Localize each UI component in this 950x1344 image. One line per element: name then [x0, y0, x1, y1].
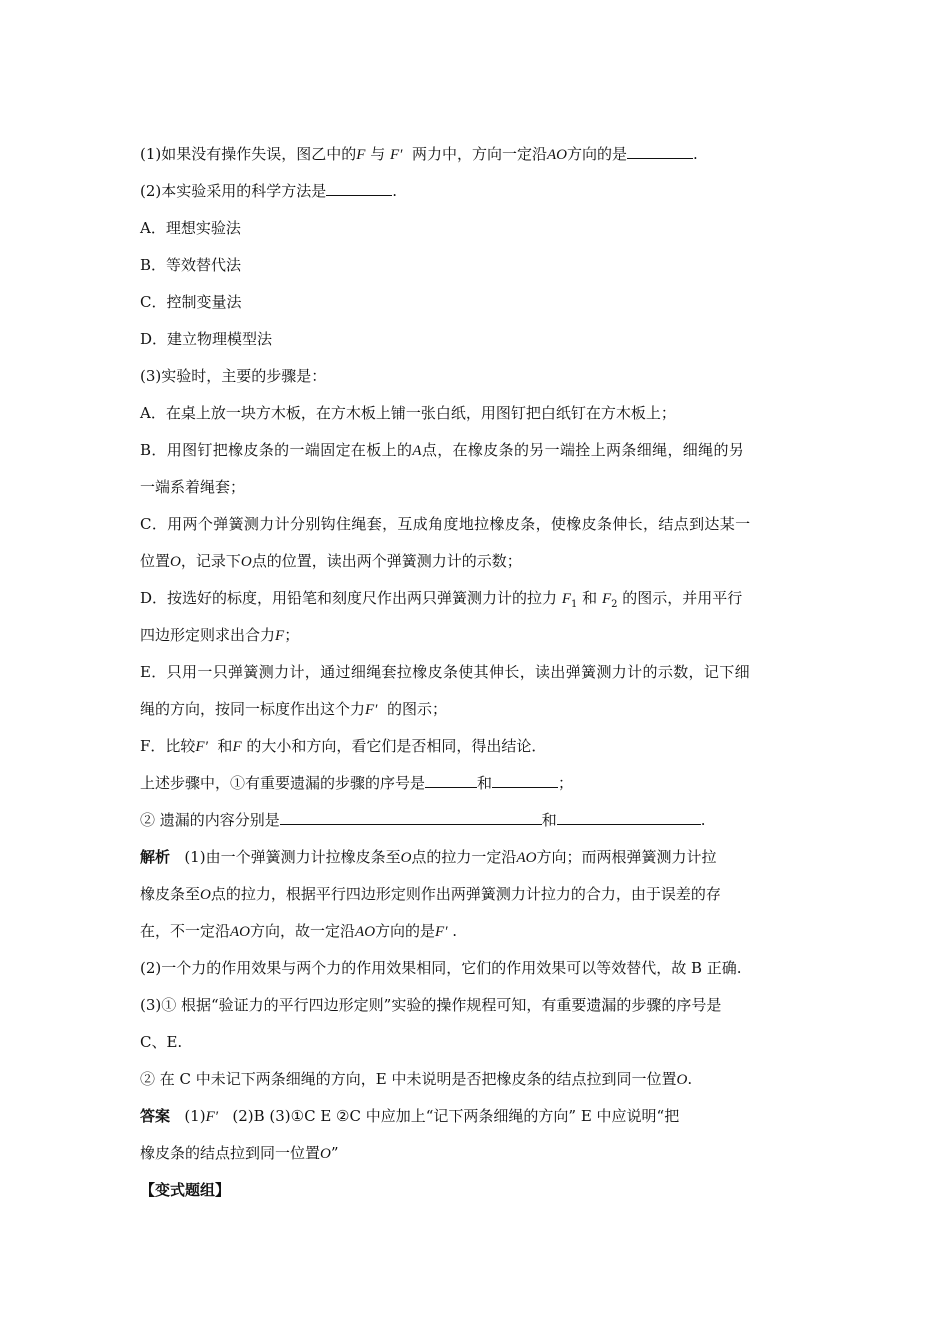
answer-blank[interactable] — [280, 812, 542, 825]
analysis-line-2: 橡皮条至O点的拉力，根据平行四边形定则作出两弹簧测力计拉力的合力，由于误差的存 — [140, 885, 721, 903]
document-page — [140, 136, 812, 1209]
question-3: (3)实验时，主要的步骤是： — [140, 367, 327, 385]
step-c-line-1: C．用两个弹簧测力计分别钩住绳套，互成角度地拉橡皮条，使橡皮条伸长，结点到达某一 — [140, 515, 751, 533]
answer-label: 答案 — [140, 1107, 171, 1125]
analysis-line-5: (3)① 根据“验证力的平行四边形定则”实验的操作规程可知，有重要遗漏的步骤的序号是 — [140, 996, 722, 1014]
step-e-line-2: 绳的方向，按同一标度作出这个力F′ 的图示； — [140, 700, 448, 718]
ask-2: ② 遗漏的内容分别是 和 . — [140, 811, 706, 829]
answer-blank[interactable] — [326, 183, 392, 196]
step-b-line-2: 一端系着绳套； — [140, 478, 246, 496]
step-f: F．比较F′ 和F 的大小和方向，看它们是否相同，得出结论． — [140, 737, 547, 755]
answer-blank[interactable] — [425, 775, 477, 788]
question-2: (2)本实验采用的科学方法是 . — [140, 182, 398, 200]
analysis-line-4: (2)一个力的作用效果与两个力的作用效果相同，它们的作用效果可以等效替代，故 B 正确. — [140, 959, 742, 977]
step-d-line-2: 四边形定则求出合力F； — [140, 626, 300, 644]
answer-line-2: 橡皮条的结点拉到同一位置O” — [140, 1144, 339, 1162]
analysis-label: 解析 — [140, 848, 171, 866]
step-b-line-1: B．用图钉把橡皮条的一端固定在板上的A点，在橡皮条的另一端拴上两条细绳，细绳的另 — [140, 441, 745, 459]
answer-line-1: 答案 (1)F′ (2)B (3)①C E ②C 中应加上“记下两条细绳的方向” E 中应说明“把 — [140, 1107, 680, 1125]
option-b: B．等效替代法 — [140, 256, 242, 274]
option-a: A．理想实验法 — [140, 219, 241, 237]
analysis-line-7: ② 在 C 中未记下两条细绳的方向，E 中未说明是否把橡皮条的结点拉到同一位置O. — [140, 1070, 693, 1088]
step-c-line-2: 位置O，记录下O点的位置，读出两个弹簧测力计的示数； — [140, 552, 522, 570]
option-c: C．控制变量法 — [140, 293, 242, 311]
step-e-line-1: E．只用一只弹簧测力计，通过细绳套拉橡皮条使其伸长，读出弹簧测力计的示数，记下细 — [140, 663, 750, 681]
answer-blank[interactable] — [627, 146, 693, 159]
analysis-line-1: 解析 (1)由一个弹簧测力计拉橡皮条至O点的拉力一定沿AO方向；而两根弹簧测力计拉 — [140, 848, 717, 866]
step-d-line-1: D．按选好的标度，用铅笔和刻度尺作出两只弹簧测力计的拉力 $F_1$ 和 $F_2$ 的图示，并用平行 — [140, 589, 743, 610]
analysis-line-3: 在，不一定沿AO方向，故一定沿AO方向的是F′ . — [140, 922, 458, 940]
answer-blank[interactable] — [492, 775, 558, 788]
answer-blank[interactable] — [557, 812, 701, 825]
option-d: D．建立物理模型法 — [140, 330, 273, 348]
ask-1: 上述步骤中，①有重要遗漏的步骤的序号是 和 ； — [140, 774, 574, 792]
question-1: (1)如果没有操作失误，图乙中的F 与 F′ 两力中，方向一定沿AO方向的是 . — [140, 145, 698, 163]
variant-heading: 【变式题组】 — [140, 1181, 231, 1199]
step-a: A．在桌上放一块方木板，在方木板上铺一张白纸，用图钉把白纸钉在方木板上； — [140, 404, 676, 422]
analysis-line-6: C、E. — [140, 1033, 183, 1051]
